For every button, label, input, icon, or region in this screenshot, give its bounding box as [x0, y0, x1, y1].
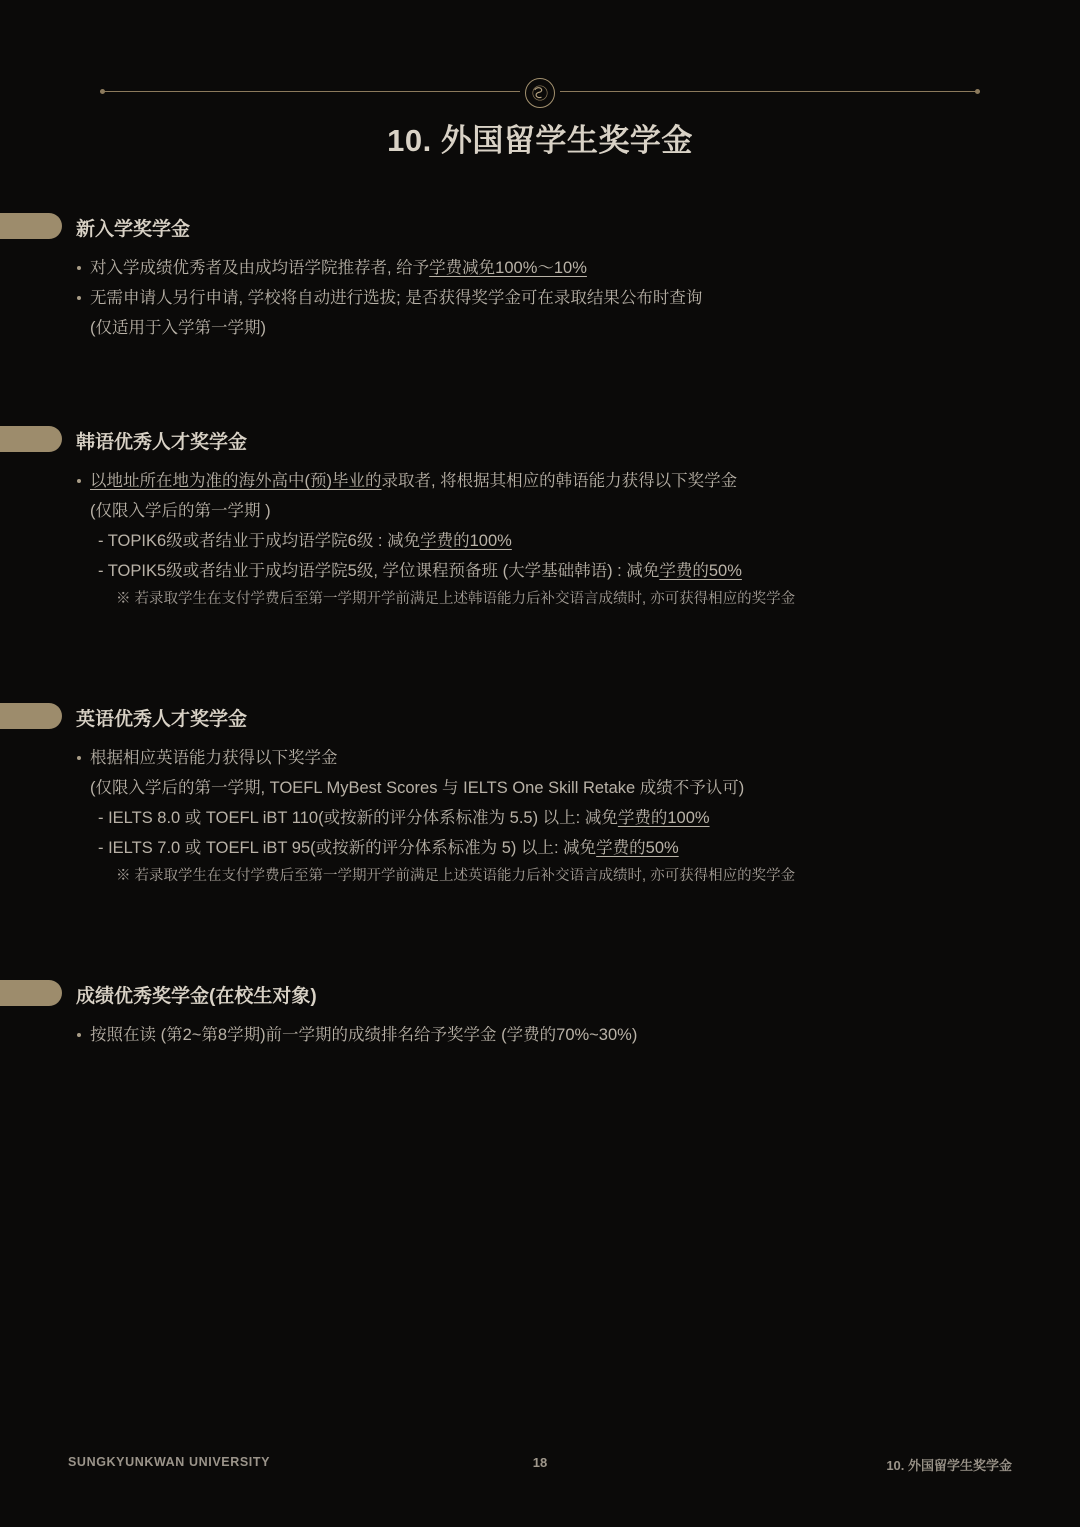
list-item-continuation: [76, 496, 1020, 526]
footnote: ※ 若录取学生在支付学费后至第一学期开学前满足上述韩语能力后补交语言成绩时, 亦可获得相应的奖学金: [116, 591, 796, 607]
text: (仅限入学后的第一学期, TOEFL MyBest Scores 与 IELTS One Skill Retake 成绩不予认可): [90, 779, 745, 797]
section-title: 成绩优秀奖学金(在校生对象): [76, 986, 317, 1007]
sub-list-item: [76, 556, 1020, 586]
highlight-text: 以地址所在地为准的海外高中(预)毕业的: [90, 472, 382, 490]
text: (仅限入学后的第一学期 ): [90, 502, 271, 520]
highlight-text: 学费的50%: [659, 562, 742, 580]
list-item: [76, 743, 1020, 773]
section-tab: [0, 980, 62, 1006]
text: 录取者, 将根据其相应的韩语能力获得以下奖学金: [381, 472, 738, 490]
list-item: [76, 466, 1020, 496]
section-tab: [0, 213, 62, 239]
text: - TOPIK5级或者结业于成均语学院5级, 学位课程预备班 (大学基础韩语) : 减免: [98, 562, 660, 580]
footer-section-name: 10. 外国留学生奖学金: [886, 1458, 1012, 1473]
text: - IELTS 8.0 或 TOEFL iBT 110(或按新的评分体系标准为 5.5) 以上: 减免: [98, 809, 618, 827]
text: (仅适用于入学第一学期): [90, 319, 266, 337]
text: - IELTS 7.0 或 TOEFL iBT 95(或按新的评分体系标准为 5) 以上: 减免: [98, 839, 597, 857]
list-item: [76, 253, 1020, 283]
sub-list-item: [76, 833, 1020, 863]
section-title: 英语优秀人才奖学金: [76, 709, 248, 730]
text: 按照在读 (第2~第8学期)前一学期的成绩排名给予奖学金 (学费的70%~30%): [90, 1026, 638, 1044]
sub-list-item: [76, 803, 1020, 833]
header-ornament: [100, 78, 980, 118]
text: 根据相应英语能力获得以下奖学金: [90, 749, 338, 767]
ornament-rule-right: [560, 91, 980, 92]
page-footer: [68, 1455, 1012, 1475]
highlight-text: 学费减免100%～10%: [429, 259, 587, 277]
footnote: ※ 若录取学生在支付学费后至第一学期开学前满足上述英语能力后补交语言成绩时, 亦可获得相应的奖学金: [116, 868, 796, 884]
section-title: 韩语优秀人才奖学金: [76, 432, 248, 453]
list-item: [76, 1020, 1020, 1050]
list-item: [76, 283, 1020, 313]
section-body: [76, 466, 1020, 613]
list-item-continuation: [76, 313, 1020, 343]
section-body: [76, 743, 1020, 890]
text: 无需申请人另行申请, 学校将自动进行选拔; 是否获得奖学金可在录取结果公布时查询: [90, 289, 703, 307]
section-tab: [0, 703, 62, 729]
highlight-text: 学费的50%: [596, 839, 679, 857]
highlight-text: 学费的100%: [617, 809, 710, 827]
text: 对入学成绩优秀者及由成均语学院推荐者, 给予: [90, 259, 430, 277]
page-number: 18: [532, 1455, 548, 1470]
sungkyunkwan-emblem-icon: [525, 78, 555, 108]
highlight-text: 学费的100%: [420, 532, 512, 550]
section-body: [76, 253, 1020, 343]
footer-university-name: SUNGKYUNKWAN UNIVERSITY: [68, 1455, 271, 1469]
sub-list-item: [76, 526, 1020, 556]
text: - TOPIK6级或者结业于成均语学院6级 : 减免: [98, 532, 421, 550]
ornament-rule-left: [100, 91, 520, 92]
section-tab: [0, 426, 62, 452]
section-title: 新入学奖学金: [76, 219, 191, 240]
section-body: [76, 1020, 1020, 1050]
list-item-continuation: [76, 773, 1020, 803]
page-title: 10. 外国留学生奖学金: [387, 123, 693, 158]
